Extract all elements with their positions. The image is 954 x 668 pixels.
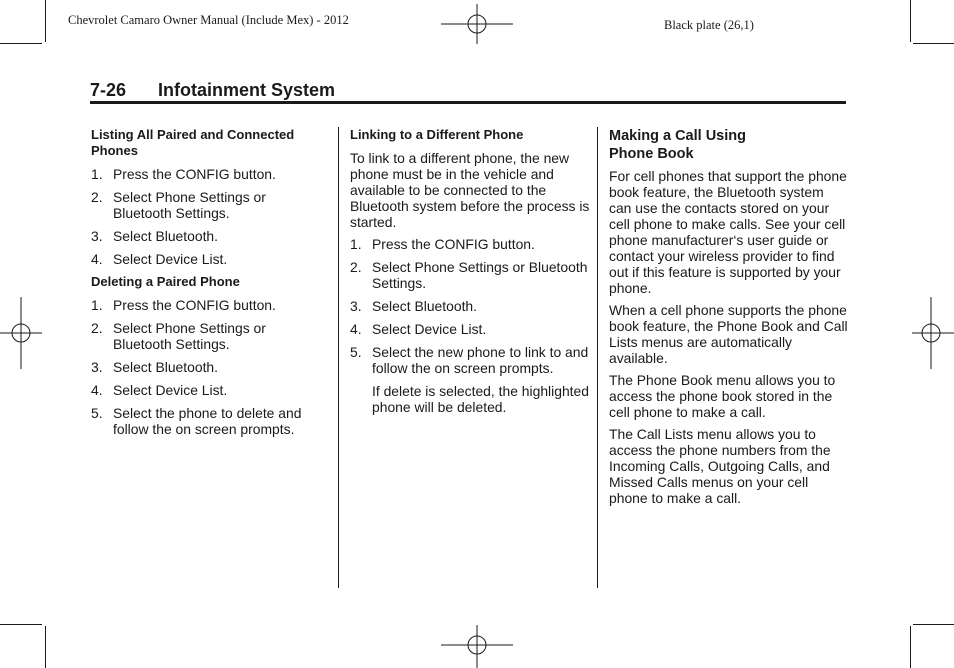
step-text: Select Device List.	[372, 321, 487, 337]
list-item	[91, 251, 326, 267]
subheading: Listing All Paired and Connected Phones	[91, 127, 295, 158]
intro-paragraph: To link to a different phone, the new phone must be in the vehicle and available to be connected to the Bluetooth system before the process is started.	[350, 150, 590, 230]
registration-mark-icon	[441, 4, 515, 44]
title-rule	[90, 101, 846, 104]
step-number: 1.	[91, 166, 103, 182]
step-text: Press the CONFIG button.	[113, 297, 276, 313]
list-item	[91, 320, 326, 352]
step-text: Select the new phone to link to and follow the on screen prompts.	[372, 344, 589, 376]
step-text: Select Bluetooth.	[113, 359, 219, 375]
running-header-right: Black plate (26,1)	[664, 18, 754, 32]
step-number: 5.	[350, 344, 362, 360]
paragraph: When a cell phone supports the phone book feature, the Phone Book and Call Lists menus are automatically available.	[609, 302, 848, 366]
page-number: 7-26	[90, 80, 127, 100]
column-2	[350, 127, 590, 415]
section-title: Infotainment System	[158, 80, 336, 100]
list-item	[91, 166, 326, 182]
step-text: Select Bluetooth.	[113, 228, 219, 244]
crop-mark	[913, 43, 954, 44]
list-item	[350, 344, 590, 376]
list-item	[350, 236, 590, 252]
step-number: 4.	[350, 321, 362, 337]
step-number: 1.	[350, 236, 362, 252]
list-item	[91, 382, 326, 398]
step-number: 1.	[91, 297, 103, 313]
list-item	[91, 405, 326, 437]
crop-mark	[910, 626, 911, 668]
step-number: 4.	[91, 382, 103, 398]
step-number: 3.	[350, 298, 362, 314]
column-3	[609, 127, 849, 512]
crop-mark	[0, 43, 42, 44]
step-number: 3.	[91, 228, 103, 244]
step-text: Select Device List.	[113, 382, 228, 398]
registration-mark-icon	[441, 625, 515, 668]
registration-mark-icon	[0, 297, 42, 371]
section-heading	[609, 127, 849, 163]
heading-line: Making a Call Using	[609, 128, 746, 144]
heading-line: Phone Book	[609, 146, 694, 162]
step-list	[350, 236, 590, 376]
list-item	[91, 297, 326, 313]
subheading: Deleting a Paired Phone	[91, 274, 240, 289]
column-1	[91, 127, 326, 444]
step-text: Press the CONFIG button.	[113, 166, 276, 182]
step-text: Select Phone Settings or Bluetooth Settings.	[113, 189, 266, 221]
step-text: Select Phone Settings or Bluetooth Settings.	[372, 259, 588, 291]
crop-mark	[0, 624, 42, 625]
step-list	[91, 297, 326, 437]
list-item	[91, 189, 326, 221]
crop-mark	[910, 0, 911, 42]
step-number: 5.	[91, 405, 103, 421]
list-item	[350, 321, 590, 337]
step-text: Press the CONFIG button.	[372, 236, 535, 252]
running-header-left: Chevrolet Camaro Owner Manual (Include Mex) - 2012	[68, 13, 349, 27]
step-text: Select Bluetooth.	[372, 298, 478, 314]
paragraph: The Call Lists menu allows you to access the phone numbers from the Incoming Calls, Outgoing Calls, and Missed Calls menus on your cell phone to make a call.	[609, 426, 831, 506]
list-item	[350, 298, 590, 314]
step-text: Select Phone Settings or Bluetooth Settings.	[113, 320, 266, 352]
subheading: Linking to a Different Phone	[350, 127, 524, 142]
crop-mark	[913, 624, 954, 625]
step-number: 2.	[91, 189, 103, 205]
step-list	[91, 166, 326, 267]
column-divider	[338, 127, 339, 588]
page-title	[90, 80, 335, 101]
list-item	[91, 359, 326, 375]
step-number: 2.	[350, 259, 362, 275]
paragraph: The Phone Book menu allows you to access the phone book stored in the cell phone to make a call.	[609, 372, 836, 420]
step-note: If delete is selected, the highlighted phone will be deleted.	[372, 383, 589, 415]
column-divider	[597, 127, 598, 588]
step-number: 4.	[91, 251, 103, 267]
step-text: Select the phone to delete and follow the on screen prompts.	[113, 405, 302, 437]
step-text: Select Device List.	[113, 251, 228, 267]
registration-mark-icon	[912, 297, 954, 371]
list-item	[91, 228, 326, 244]
crop-mark	[45, 626, 46, 668]
list-item	[350, 259, 590, 291]
paragraph: For cell phones that support the phone book feature, the Bluetooth system can use the contacts stored on your cell phone to make calls. See your cell phone manufacturer‘s user guide or contact your wireless provider to find out if this feature is supported by your phone.	[609, 168, 847, 296]
step-number: 2.	[91, 320, 103, 336]
step-number: 3.	[91, 359, 103, 375]
crop-mark	[45, 0, 46, 42]
